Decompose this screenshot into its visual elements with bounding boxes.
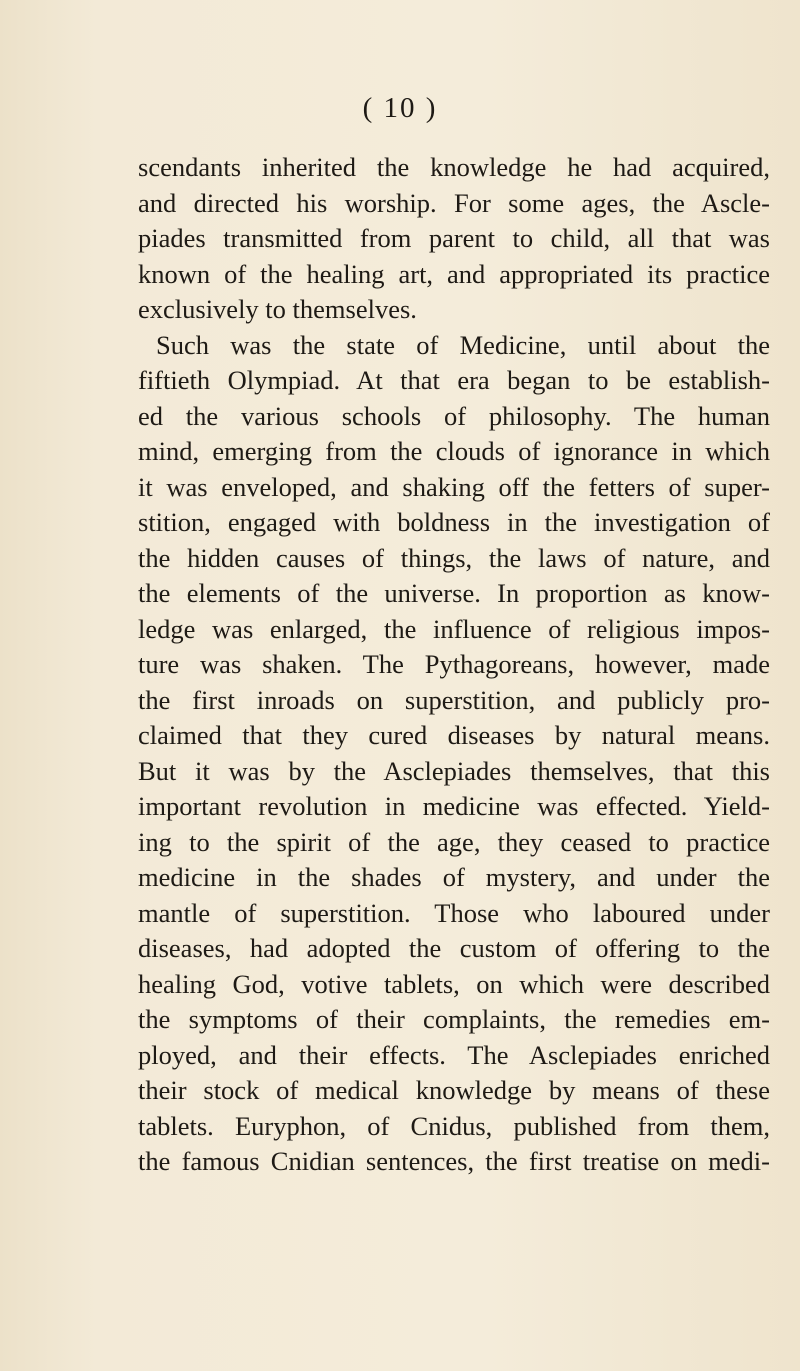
text-line: medicine in the shades of mystery, and under the: [138, 862, 770, 892]
text-line: it was enveloped, and shaking off the fetters of super-: [138, 471, 770, 502]
text-line: ture was shaken. The Pythagoreans, however, made: [138, 649, 770, 679]
text-line: ing to the spirit of the age, they ceased to practice: [138, 826, 770, 857]
text-line: the symptoms of their complaints, the remedies em-: [138, 1004, 770, 1034]
text-line: piades transmitted from parent to child, all that was: [138, 223, 770, 253]
text-line: the elements of the universe. In proportion as know-: [138, 578, 770, 608]
text-line: fiftieth Olympiad. At that era began to be establish-: [138, 365, 770, 395]
text-line: mantle of superstition. Those who laboured under: [138, 897, 770, 928]
text-line: the famous Cnidian sentences, the first treatise on medi-: [138, 1146, 770, 1176]
text-line: their stock of medical knowledge by means of these: [138, 1075, 770, 1105]
text-line: the hidden causes of things, the laws of nature, and: [138, 542, 770, 573]
text-line: scendants inherited the knowledge he had acquired,: [138, 152, 770, 182]
text-line: exclusively to themselves.: [138, 294, 417, 324]
text-line: and directed his worship. For some ages, the Ascle-: [138, 187, 770, 218]
body-text: [138, 150, 770, 1180]
text-line: claimed that they cured diseases by natural means.: [138, 720, 770, 750]
page-number: ( 10 ): [362, 92, 438, 124]
text-line: mind, emerging from the clouds of ignorance in which: [138, 436, 770, 466]
text-line: ployed, and their effects. The Asclepiades enriched: [138, 1039, 770, 1070]
text-line: known of the healing art, and appropriated its practice: [138, 258, 770, 289]
text-line: Such was the state of Medicine, until about the: [156, 329, 770, 360]
text-line: ed the various schools of philosophy. The human: [138, 400, 770, 431]
text-line: stition, engaged with boldness in the investigation of: [138, 507, 770, 537]
text-line: important revolution in medicine was effected. Yield-: [138, 791, 770, 821]
text-line: But it was by the Asclepiades themselves, that this: [138, 755, 770, 786]
text-line: healing God, votive tablets, on which were described: [138, 968, 770, 999]
text-line: the first inroads on superstition, and publicly pro-: [138, 684, 770, 715]
text-line: diseases, had adopted the custom of offering to the: [138, 933, 770, 963]
text-line: ledge was enlarged, the influence of religious impos-: [138, 613, 770, 644]
text-line: tablets. Euryphon, of Cnidus, published from them,: [138, 1110, 770, 1141]
